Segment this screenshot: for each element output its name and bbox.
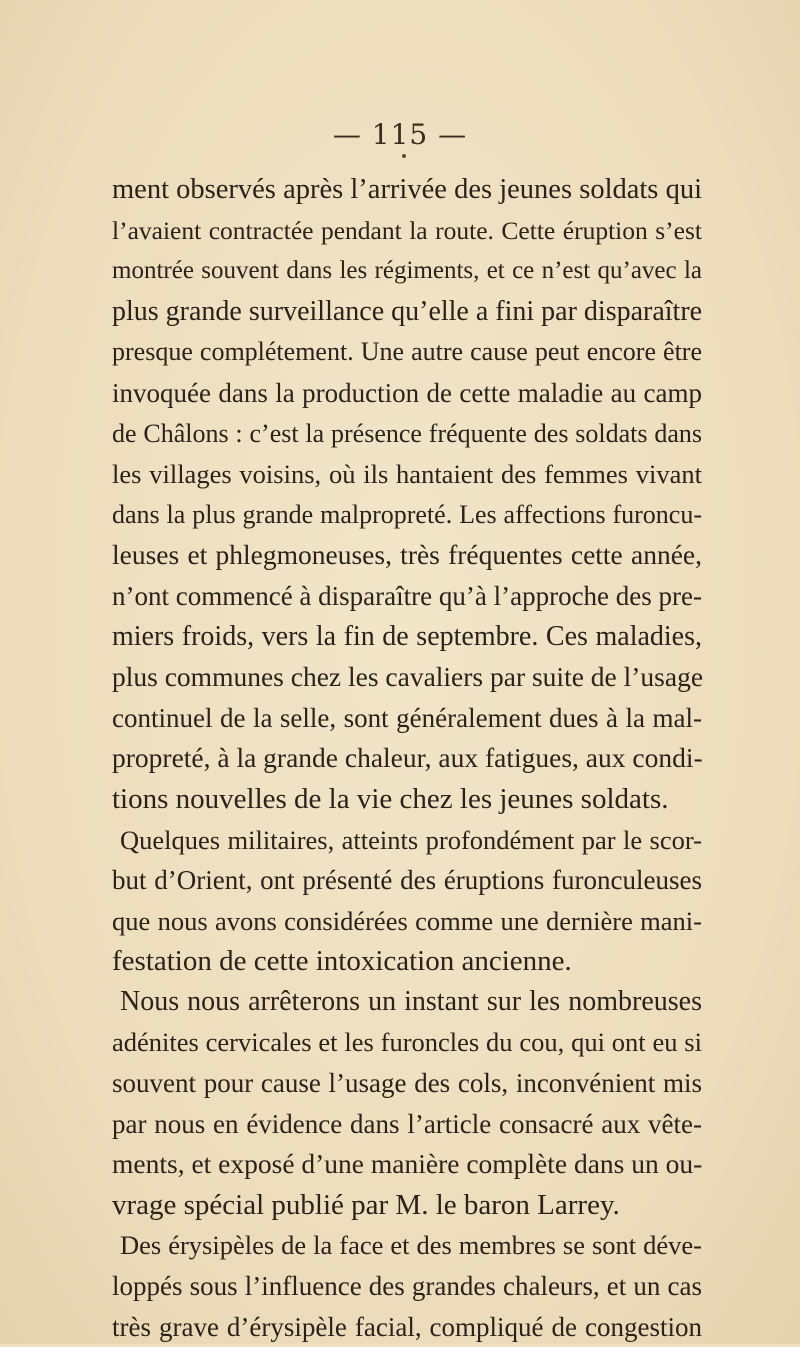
text-line: Des érysipèles de la face et des membres se sont déve- [120, 1230, 702, 1261]
text-line: ments, et exposé d’une manière complète dans un ou- [112, 1148, 703, 1180]
text-line: vrage spécial publié par M. le baron Larrey. [112, 1188, 620, 1221]
text-line: tions nouvelles de la vie chez les jeunes soldats. [112, 782, 669, 815]
text-line: invoquée dans la production de cette maladie au camp [112, 377, 702, 408]
text-line: n’ont commencé à disparaître qu’à l’approche des pre- [112, 580, 702, 611]
text-line: ment observés après l’arrivée des jeunes soldats qui [112, 174, 702, 205]
text-line: adénites cervicales et les furoncles du cou, qui ont eu si [112, 1027, 702, 1058]
text-line: but d’Orient, ont présenté des éruptions furonculeuses [112, 865, 702, 896]
text-line: presque complétement. Une autre cause peut encore être [112, 337, 702, 367]
text-line: l’avaient contractée pendant la route. Cette éruption s’est [112, 215, 702, 245]
text-line: Quelques militaires, atteints profondément par le scor- [120, 824, 702, 855]
text-line: dans la plus grande malpropreté. Les affections furoncu- [112, 499, 702, 529]
text-line: propreté, à la grande chaleur, aux fatigues, aux condi- [112, 742, 703, 774]
text-line: montrée souvent dans les régiments, et ce n’est qu’avec la [112, 257, 702, 285]
ink-speck [402, 154, 406, 158]
text-line: festation de cette intoxication ancienne. [112, 945, 572, 978]
text-line: leuses et phlegmoneuses, très fréquentes cette année, [112, 539, 702, 571]
text-line: continuel de la selle, sont généralement dues à la mal- [112, 702, 702, 733]
text-line: par nous en évidence dans l’article consacré aux vête- [112, 1108, 702, 1139]
page-number: — 115 — [332, 118, 468, 151]
body-text [112, 170, 702, 1347]
text-line: plus grande surveillance qu’elle a fini par disparaître [112, 295, 703, 327]
text-line: loppés sous l’influence des grandes chaleurs, et un cas [112, 1271, 702, 1302]
text-line: de Châlons : c’est la présence fréquente des soldats dans [112, 418, 702, 448]
text-line: plus communes chez les cavaliers par suite de l’usage [112, 661, 704, 693]
text-line: miers froids, vers la fin de septembre. Ces maladies, [112, 620, 702, 652]
text-line: les villages voisins, où ils hantaient des femmes vivant [112, 459, 702, 490]
text-line: que nous avons considérées comme une dernière mani- [112, 905, 702, 936]
text-line: souvent pour cause l’usage des cols, inconvénient mis [112, 1068, 702, 1099]
text-line: Nous nous arrêterons un instant sur les nombreuses [120, 985, 702, 1017]
text-line: très grave d’érysipèle facial, compliqué de congestion [112, 1311, 702, 1342]
